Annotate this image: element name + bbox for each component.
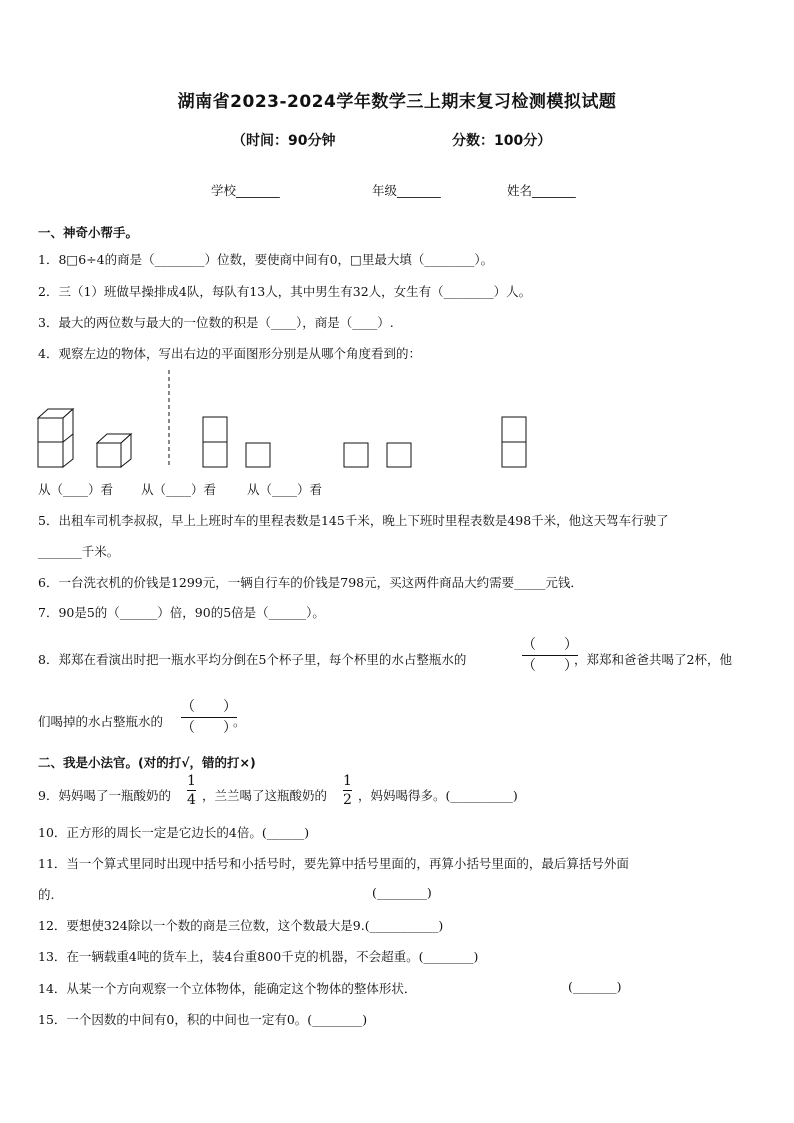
q8-fraction-blank-1: $\frac{( )}{( )}$ xyxy=(522,637,578,674)
name-field[interactable]: 姓名_______ xyxy=(507,183,576,198)
section-heading-1: 一、神奇小帮手。 xyxy=(38,225,139,240)
view2-square-left xyxy=(344,443,368,467)
grade-field[interactable]: 年级_______ xyxy=(372,183,441,198)
view1-square-top xyxy=(203,417,227,442)
page-title: 湖南省2023-2024学年数学三上期末复习检测模拟试题 xyxy=(177,92,617,112)
exam-time: （时间：90分钟 xyxy=(232,133,336,149)
q8-fraction-blank-2: $\frac{( )}{( )}$ xyxy=(181,699,237,736)
q4-view3-label: 从（____）看 xyxy=(247,482,323,497)
question-14-answer: (_______) xyxy=(568,979,622,994)
question-5-cont: _______千米。 xyxy=(38,544,120,559)
question-6: 6．一台洗衣机的价钱是1299元，一辆自行车的价钱是798元，买这两件商品大约需要_____元钱． xyxy=(38,575,583,590)
question-9: 9．妈妈喝了一瓶酸奶的 xyxy=(38,788,171,803)
view3-square-top xyxy=(502,417,526,442)
q4-view1-label: 从（____）看 xyxy=(38,482,114,497)
question-8: 8．郑郑在看演出时把一瓶水平均分倒在5个杯子里，每个杯里的水占整瓶水的 xyxy=(38,652,467,667)
question-9-end: ，妈妈喝得多。(__________) xyxy=(358,788,518,803)
q4-view2-label: 从（____）看 xyxy=(141,482,217,497)
question-7: 7．90是5的（______）倍，90的5倍是（______）。 xyxy=(38,605,325,620)
question-15: 15．一个因数的中间有0，积的中间也一定有0。(________) xyxy=(38,1012,368,1027)
section-heading-2: 二、我是小法官。(对的打√，错的打×) xyxy=(38,755,256,770)
q9-fraction-half: $\frac{1}{2}$ xyxy=(343,773,352,808)
question-11-cont: 的. xyxy=(38,887,55,902)
question-14: 14．从某一个方向观察一个立体物体，能确定这个物体的整体形状． xyxy=(38,981,417,996)
view1-square-right xyxy=(246,443,270,467)
question-8-end: 。 xyxy=(233,714,246,729)
view2-square-right xyxy=(387,443,411,467)
school-field[interactable]: 学校_______ xyxy=(211,183,280,198)
question-9-cont: ，兰兰喝了这瓶酸奶的 xyxy=(202,788,328,803)
question-1: 1．8□6÷4的商是（________）位数，要使商中间有0，□里最大填（________）。 xyxy=(38,252,494,267)
view3-square-bottom xyxy=(502,442,526,467)
exam-score: 分数：100分） xyxy=(452,133,552,149)
question-5: 5．出租车司机李叔叔，早上上班时车的里程表数是145千米，晚上下班时里程表数是498千米，他这天驾车行驶了 xyxy=(38,513,669,528)
question-8-cont: ，郑郑和爸爸共喝了2杯，他 xyxy=(574,652,732,667)
question-8-cont2: 们喝掉的水占整瓶水的 xyxy=(38,714,164,729)
question-12: 12．要想使324除以一个数的商是三位数，这个数最大是9.(___________) xyxy=(38,918,444,933)
question-4: 4．观察左边的物体，写出右边的平面图形分别是从哪个角度看到的： xyxy=(38,346,421,361)
question-11: 11．当一个算式里同时出现中括号和小括号时，要先算中括号里面的，再算小括号里面的，最后算括号外面 xyxy=(38,856,629,871)
question-10: 10．正方形的周长一定是它边长的4倍。(______) xyxy=(38,825,310,840)
question-2: 2．三（1）班做早操排成4队，每队有13人，其中男生有32人，女生有（________）人。 xyxy=(38,284,532,299)
stacked-cubes-figure xyxy=(38,409,73,467)
q9-fraction-quarter: $\frac{1}{4}$ xyxy=(187,773,196,808)
question-13: 13．在一辆载重4吨的货车上，装4台重800千克的机器，不会超重。(________) xyxy=(38,949,479,964)
question-11-answer: (________) xyxy=(372,885,432,900)
question-3: 3．最大的两位数与最大的一位数的积是（____），商是（____）. xyxy=(38,315,394,330)
single-cube-figure xyxy=(97,434,131,467)
view1-square-bottom xyxy=(203,442,227,467)
